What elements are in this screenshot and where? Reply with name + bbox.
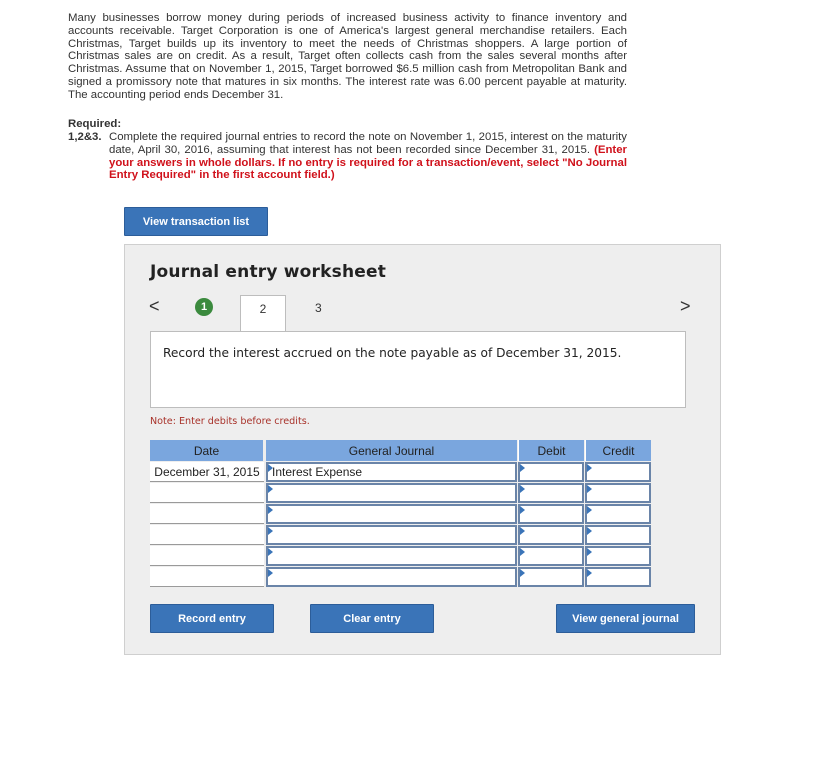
step-2-label: 2: [259, 302, 267, 316]
row-2-account-field[interactable]: [266, 483, 517, 503]
required-emphasis: (Enter your answers in whole dollars. If no entry is required for a transaction/event, select "No Journal Entry Required" in the first account field.): [109, 143, 627, 182]
step-1-completed[interactable]: 1: [195, 298, 213, 316]
problem-intro: Many businesses borrow money during periods of increased business activity to finance inventory and accounts receivable. Target Corporation is one of America's largest general merchandise retailers. Each Christmas, Target builds up its inventory to meet the needs of Christmas shoppers. A large portion of Christmas sales are on credit. As a result, Target often collects cash from the sales several months after Christmas. Assume that on November 1, 2015, Target borrowed $6.5 million cash from Metropolitan Bank and signed a promissory note that matures in six months. The interest rate was 6.00 percent payable at maturity. The accounting period ends December 31.: [68, 12, 627, 101]
row-5-credit-field[interactable]: [585, 546, 651, 566]
row-6-account-field[interactable]: [266, 567, 517, 587]
header-general-journal: General Journal: [266, 440, 517, 461]
row-4-account-field[interactable]: [266, 525, 517, 545]
row-3-debit-field[interactable]: [518, 504, 584, 524]
view-general-journal-button[interactable]: View general journal: [556, 604, 695, 633]
row-5-account-field[interactable]: [266, 546, 517, 566]
instruction-box: [150, 331, 686, 408]
required-heading: Required:: [68, 118, 122, 130]
row-1-credit-field[interactable]: [585, 462, 651, 482]
clear-entry-button[interactable]: Clear entry: [310, 604, 434, 633]
header-debit: Debit: [518, 440, 584, 461]
row-4-date: [150, 525, 264, 545]
record-entry-button[interactable]: Record entry: [150, 604, 274, 633]
row-1-account-field[interactable]: Interest Expense: [266, 462, 517, 482]
row-6-credit-field[interactable]: [585, 567, 651, 587]
row-6-debit-field[interactable]: [518, 567, 584, 587]
view-transaction-list-button[interactable]: View transaction list: [124, 207, 268, 236]
row-1-debit-field[interactable]: [518, 462, 584, 482]
row-5-debit-field[interactable]: [518, 546, 584, 566]
required-instructions: Complete the required journal entries to record the note on November 1, 2015, interest on the maturity date, April 30, 2016, assuming that interest has not been recorded since December 31, 2015.: [109, 131, 627, 156]
row-3-account-field[interactable]: [266, 504, 517, 524]
instruction-text: Record the interest accrued on the note payable as of December 31, 2015.: [163, 346, 622, 360]
row-4-credit-field[interactable]: [585, 525, 651, 545]
row-4-debit-field[interactable]: [518, 525, 584, 545]
header-date: Date: [150, 440, 263, 461]
header-credit: Credit: [585, 440, 651, 461]
row-6-date: [150, 567, 264, 587]
step-2-tab-active[interactable]: [240, 295, 286, 332]
row-3-date: [150, 504, 264, 524]
chevron-left-icon[interactable]: <: [149, 296, 160, 316]
step-3-tab[interactable]: 3: [315, 301, 322, 315]
row-5-date: [150, 546, 264, 566]
worksheet-title: Journal entry worksheet: [150, 262, 387, 282]
row-2-credit-field[interactable]: [585, 483, 651, 503]
row-2-debit-field[interactable]: [518, 483, 584, 503]
chevron-right-icon[interactable]: >: [680, 296, 691, 316]
row-2-date: [150, 483, 264, 503]
required-number: 1,2&3.: [68, 131, 102, 143]
required-text: [109, 131, 627, 182]
row-1-date: December 31, 2015: [150, 462, 264, 482]
row-3-credit-field[interactable]: [585, 504, 651, 524]
debits-note: Note: Enter debits before credits.: [150, 416, 310, 427]
